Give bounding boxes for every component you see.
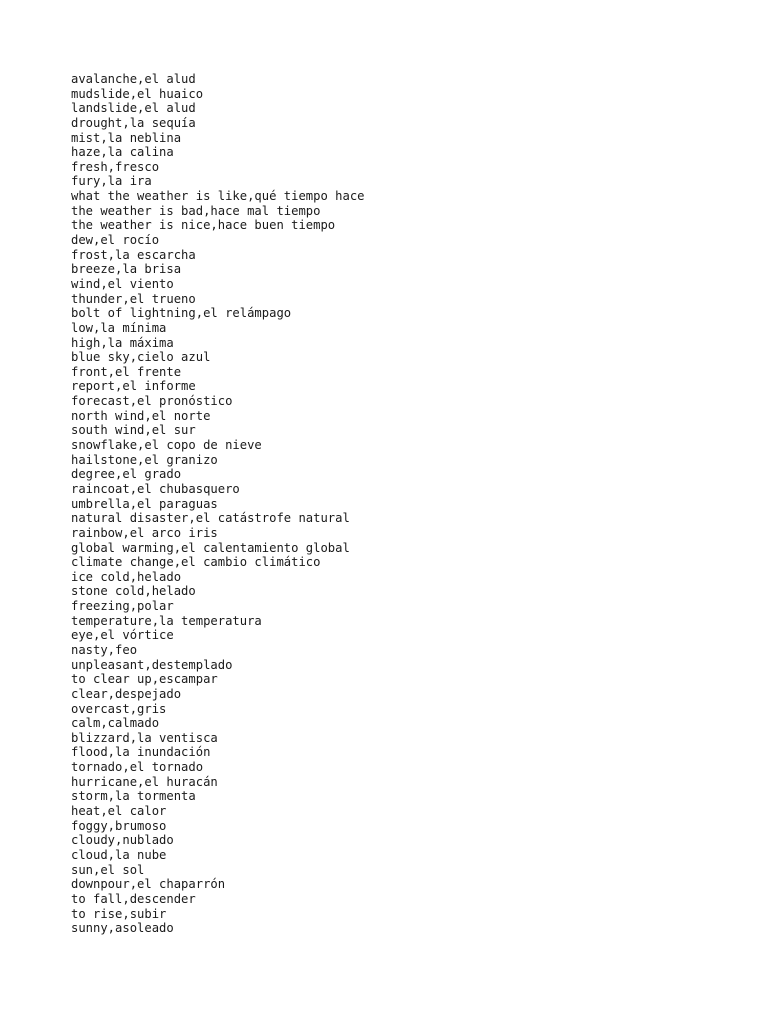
vocab-line: tornado,el tornado [71,760,204,775]
vocab-line: south wind,el sur [71,423,196,438]
vocab-line: foggy,brumoso [71,818,167,833]
vocab-line: wind,el viento [71,276,174,291]
vocab-line: to clear up,escampar [71,672,218,687]
vocab-line: storm,la tormenta [71,789,196,804]
vocab-line: umbrella,el paraguas [71,496,218,511]
vocab-line: the weather is bad,hace mal tiempo [71,203,321,218]
vocab-line: high,la máxima [71,335,174,350]
vocab-line: the weather is nice,hace buen tiempo [71,218,336,233]
vocab-line: sunny,asoleado [71,921,174,936]
vocab-line: thunder,el trueno [71,291,196,306]
vocab-line: landslide,el alud [71,101,196,116]
vocab-line: global warming,el calentamiento global [71,540,350,555]
vocab-line: temperature,la temperatura [71,613,262,628]
vocab-line: blizzard,la ventisca [71,730,218,745]
vocab-line: downpour,el chaparrón [71,877,226,892]
vocab-line: cloudy,nublado [71,833,174,848]
vocab-line: natural disaster,el catástrofe natural [71,511,350,526]
vocabulary-list [71,72,365,936]
vocab-line: haze,la calina [71,145,174,160]
vocab-line: report,el informe [71,379,196,394]
vocab-line: stone cold,helado [71,584,196,599]
vocab-line: avalanche,el alud [71,72,196,86]
vocab-line: snowflake,el copo de nieve [71,438,262,453]
vocab-line: dew,el rocío [71,233,160,248]
vocab-line: degree,el grado [71,467,182,482]
vocab-line: mist,la neblina [71,130,182,145]
vocab-line: eye,el vórtice [71,628,174,643]
vocab-line: mudslide,el huaico [71,86,204,101]
vocab-line: north wind,el norte [71,408,211,423]
vocab-line: nasty,feo [71,642,138,657]
vocab-line: calm,calmado [71,716,160,731]
vocab-line: frost,la escarcha [71,247,196,262]
vocab-line: forecast,el pronóstico [71,394,233,409]
vocab-line: drought,la sequía [71,115,196,130]
vocab-line: breeze,la brisa [71,262,182,277]
vocab-line: heat,el calor [71,804,167,819]
vocab-line: ice cold,helado [71,569,182,584]
vocab-line: raincoat,el chubasquero [71,481,240,496]
vocab-line: fury,la ira [71,174,152,189]
vocab-line: hailstone,el granizo [71,452,218,467]
vocab-line: to rise,subir [71,906,167,921]
vocab-line: climate change,el cambio climático [71,555,321,570]
vocab-line: overcast,gris [71,701,167,716]
vocab-line: front,el frente [71,364,182,379]
vocab-line: low,la mínima [71,320,167,335]
vocab-line: clear,despejado [71,686,182,701]
vocab-line: unpleasant,destemplado [71,657,233,672]
vocab-line: what the weather is like,qué tiempo hace [71,189,365,204]
vocab-line: cloud,la nube [71,847,167,862]
vocab-line: bolt of lightning,el relámpago [71,306,292,321]
vocab-line: blue sky,cielo azul [71,350,211,365]
vocab-line: hurricane,el huracán [71,774,218,789]
vocab-line: freezing,polar [71,599,174,614]
vocab-line: rainbow,el arco iris [71,525,218,540]
vocab-line: sun,el sol [71,862,145,877]
vocab-line: fresh,fresco [71,159,160,174]
vocab-line: flood,la inundación [71,745,211,760]
vocab-line: to fall,descender [71,891,196,906]
